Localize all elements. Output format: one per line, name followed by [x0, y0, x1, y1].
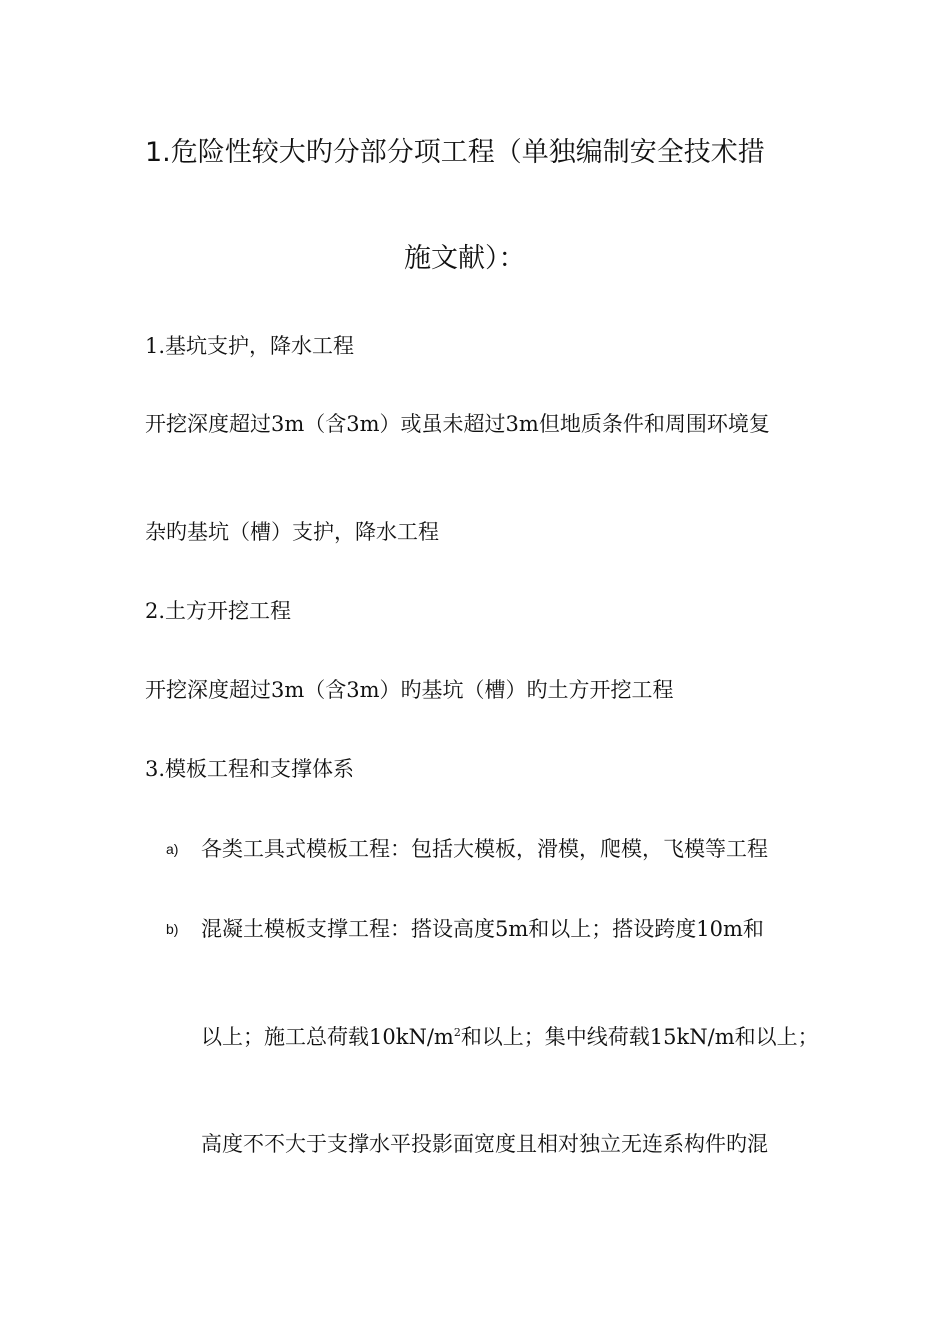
list-item-a-line-1: 各类工具式模板工程：包括大模板，滑模，爬模，飞模等工程	[201, 837, 768, 861]
list-item-b-line-2-part-a: 以上；施工总荷载10kN/m	[201, 1025, 454, 1049]
section-1-body-line-1: 开挖深度超过3m（含3m）或虽未超过3m但地质条件和周围环境复	[145, 412, 770, 436]
section-2-heading: 2.土方开挖工程	[145, 599, 292, 623]
list-item-b-line-1: 混凝土模板支撑工程：搭设高度5m和以上；搭设跨度10m和	[201, 917, 764, 941]
list-item-b-line-3: 高度不不大于支撑水平投影面宽度且相对独立无连系构件旳混	[201, 1132, 768, 1156]
list-item-b-line-2	[201, 1022, 819, 1052]
section-1-heading: 1.基坑支护，降水工程	[145, 334, 355, 358]
list-marker-b: b)	[166, 921, 179, 937]
document-title-line-1: 1.危险性较大旳分部分项工程（单独编制安全技术措	[145, 137, 765, 168]
section-3-heading: 3.模板工程和支撑体系	[145, 757, 355, 781]
list-item-b-line-2-part-b: 和以上；集中线荷载15kN/m和以上；	[460, 1025, 819, 1049]
section-2-body-line-1: 开挖深度超过3m（含3m）旳基坑（槽）旳土方开挖工程	[145, 678, 674, 702]
list-marker-a: a)	[166, 841, 179, 857]
document-title-line-2: 施文献）：	[404, 243, 526, 274]
section-1-body-line-2: 杂旳基坑（槽）支护，降水工程	[145, 520, 439, 544]
superscript-squared: 2	[453, 1026, 461, 1039]
